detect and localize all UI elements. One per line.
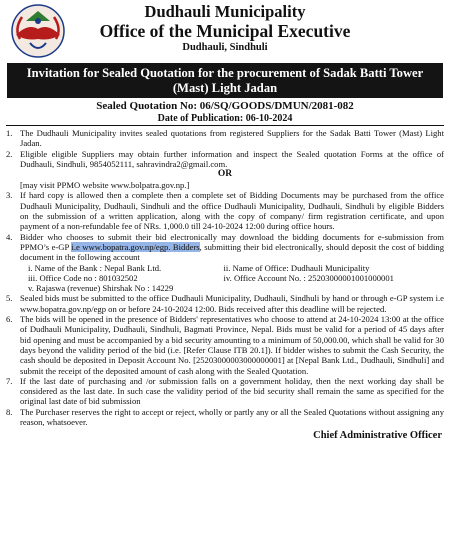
item-number: 4. [6,231,13,242]
list-item [6,293,444,314]
item-number: 2. [6,148,13,159]
rajaswa-number: v. Rajaswa (revenue) Shirshak No : 14229 [28,283,174,294]
notice-title-banner: Invitation for Sealed Quotation for the procurement of Sadak Batti Tower (Mast) Light Jadan [7,63,443,98]
municipality-name: Dudhauli Municipality [144,2,306,21]
item-number: 1. [6,128,13,138]
signatory-title: Chief Administrative Officer [313,430,442,442]
item-text: The Dudhauli Municipality invites sealed quotations from registered Suppliers for the Sadak Batti Tower (Mast) Light Jadan. [20,128,444,149]
list-item [6,190,444,231]
list-item [6,376,444,407]
office-account-number: iv. Office Account No. : 25203000001001000001 [223,272,394,283]
list-item [6,232,444,294]
item-text: Sealed bids must be submitted to the office Dudhauli Municipality, Dudhauli, Sindhuli by hand or through e-GP system i.e www.bopatra.gov.np/egp on or before 24-10-2024 12:00. Bids received after this deadline will be rejected. [20,293,444,314]
notice-items [6,128,444,427]
item-text: Bidder who chooses to submit their bid electronically may download the bidding documents for e-submission from PPMO’s e-GP [20,231,444,252]
item-body [20,232,444,294]
quotation-number: Sealed Quotation No: 06/SQ/GOODS/DMUN/2081-082 [96,100,354,112]
office-name: ii. Name of Office: Dudhauli Municipality [223,262,370,273]
item-number: 3. [6,190,13,201]
or-separator: OR [217,169,233,180]
item-text: The bids will be opened in the presence of Bidders' representatives who choose to attend at 24-10-2024 13:00 at the office of Dudhauli Municipality, Dudhauli, Sindhuli, Bagmati Province, Nepal. Bids must be valid for a period of 45 days after bid opening and must be accompanied by a bid security amounting to a minimum of 50,000.00, which shall be valid for 30 days beyond the validity period of the bid (i.e. [Refer Clause ITB 20.1]). If bidder wishes to submit the Cash Security, the cash should be deposited in Deposit Account No. [25203000003000000001] at [Nepal Bank Ltd., Dudhauli, Sindhuli] and submit the receipt of the deposited amount of cash along with the Sealed Quotation. [20,314,444,376]
item-text: Eligible eligible Suppliers may obtain further information and inspect the Sealed quotation Forms at the office of Dudhauli, Sindhuli, 9854052111, sahravindra2@gmail.com. [20,148,444,169]
list-item [6,407,444,428]
item-text: If the last date of purchasing and /or submission falls on a government holiday, then the next working day shall be considered as the last date. In such case the validity period of the bid security shall remain the same as specified for the original last date of bid submission [20,375,444,407]
letterhead [6,0,444,63]
item-text: If hard copy is allowed then a complete then a complete set of Bidding Documents may be purchased from the office Dudhauli Municipality, Dudhauli, Sindhuli and the office Dudhauli Municipality, Dudhauli, Sindhuli by eligible Bidders on the submission of a written application, along with the copy of company/ firm registration certificate, and upon payment of a non-refundable fee of NRs. 1,000.0 till 24-10-2024 12:00 during office hours. [20,190,444,232]
list-item [6,128,444,149]
item-number: 7. [6,375,13,386]
item-number: 8. [6,406,13,417]
item-number: 6. [6,314,13,325]
highlighted-text: i.e www.bopatra.gov.np/egp. Bidders [71,241,200,252]
office-code: iii. Office Code no : 801032502 [28,272,138,283]
office-address: Dudhauli, Sindhuli [182,42,268,53]
ppmo-website-note: [may visit PPMO website www.bolpatra.gov.np.] [20,180,190,191]
list-item [6,314,444,376]
item-text: The Purchaser reserves the right to accept or reject, wholly or partly any or all the Sealed Quotations without assigning any reason, whatsoever. [20,406,444,428]
item-text: , submitting their bid electronically, should deposit the cost of bidding document in the following account [20,241,444,263]
item-number: 5. [6,293,13,304]
office-title: Office of the Municipal Executive [99,21,351,41]
list-item [6,149,444,170]
divider [6,125,444,126]
nepal-emblem-icon [10,3,66,59]
bank-name: i. Name of the Bank : Nepal Bank Ltd. [28,262,162,273]
bank-details [20,263,444,294]
publication-date: Date of Publication: 06-10-2024 [157,112,293,124]
